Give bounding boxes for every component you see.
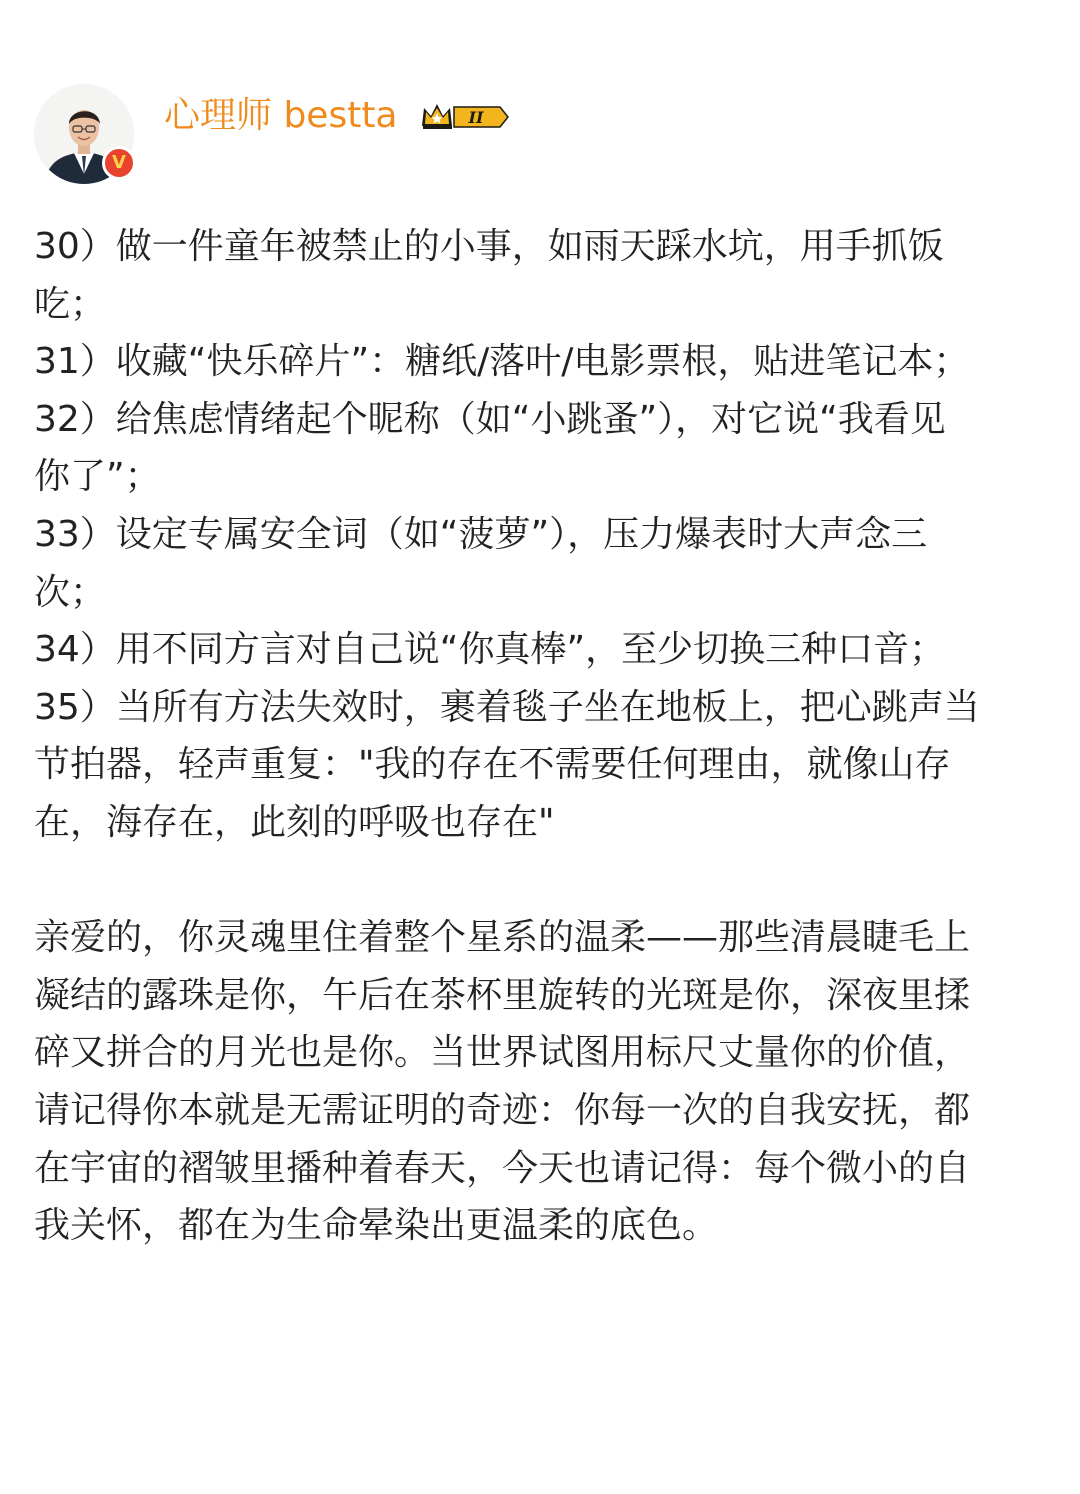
paragraph-spacer bbox=[34, 852, 1044, 910]
post-line: 次； bbox=[34, 571, 107, 613]
post-line: 30）做一件童年被禁止的小事，如雨天踩水坑，用手抓饭 bbox=[34, 226, 944, 267]
verified-badge-icon: V bbox=[102, 146, 136, 180]
post-line: 亲爱的，你灵魂里住着整个星系的温柔——那些清晨睫毛上 bbox=[34, 917, 971, 959]
crown-level-badge-icon[interactable] bbox=[420, 98, 512, 134]
avatar[interactable] bbox=[34, 84, 134, 184]
post-line: 你了”； bbox=[34, 456, 161, 498]
post-body bbox=[34, 218, 1044, 1255]
post-line: 35）当所有方法失效时，裹着毯子坐在地板上，把心跳声当 bbox=[34, 686, 980, 728]
post-line: 在，海存在，此刻的呼吸也存在" bbox=[34, 801, 555, 843]
post-line: 31）收藏“快乐碎片”：糖纸/落叶/电影票根，贴进笔记本； bbox=[34, 341, 970, 383]
post-line: 凝结的露珠是你，午后在茶杯里旋转的光斑是你，深夜里揉 bbox=[34, 974, 971, 1016]
author-name[interactable]: 心理师 bestta bbox=[164, 95, 398, 136]
post-line: 吃； bbox=[34, 283, 107, 325]
post-line: 请记得你本就是无需证明的奇迹：你每一次的自我安抚，都 bbox=[34, 1089, 971, 1131]
post-line: 34）用不同方言对自己说“你真棒”，至少切换三种口音； bbox=[34, 629, 946, 671]
post-line: 32）给焦虑情绪起个昵称（如“小跳蚤”），对它说“我看见 bbox=[34, 398, 946, 440]
post-line: 节拍器，轻声重复："我的存在不需要任何理由，就像山存 bbox=[34, 744, 951, 786]
post-line: 我关怀，都在为生命晕染出更温柔的底色。 bbox=[34, 1205, 719, 1247]
badge-level-text: II bbox=[468, 108, 484, 127]
post-line: 在宇宙的褶皱里播种着春天，今天也请记得：每个微小的自 bbox=[34, 1147, 971, 1189]
post-header bbox=[34, 84, 1034, 188]
post-line: 33）设定专属安全词（如“菠萝”），压力爆表时大声念三 bbox=[34, 513, 928, 555]
post-line: 碎又拼合的月光也是你。当世界试图用标尺丈量你的价值， bbox=[34, 1032, 971, 1074]
